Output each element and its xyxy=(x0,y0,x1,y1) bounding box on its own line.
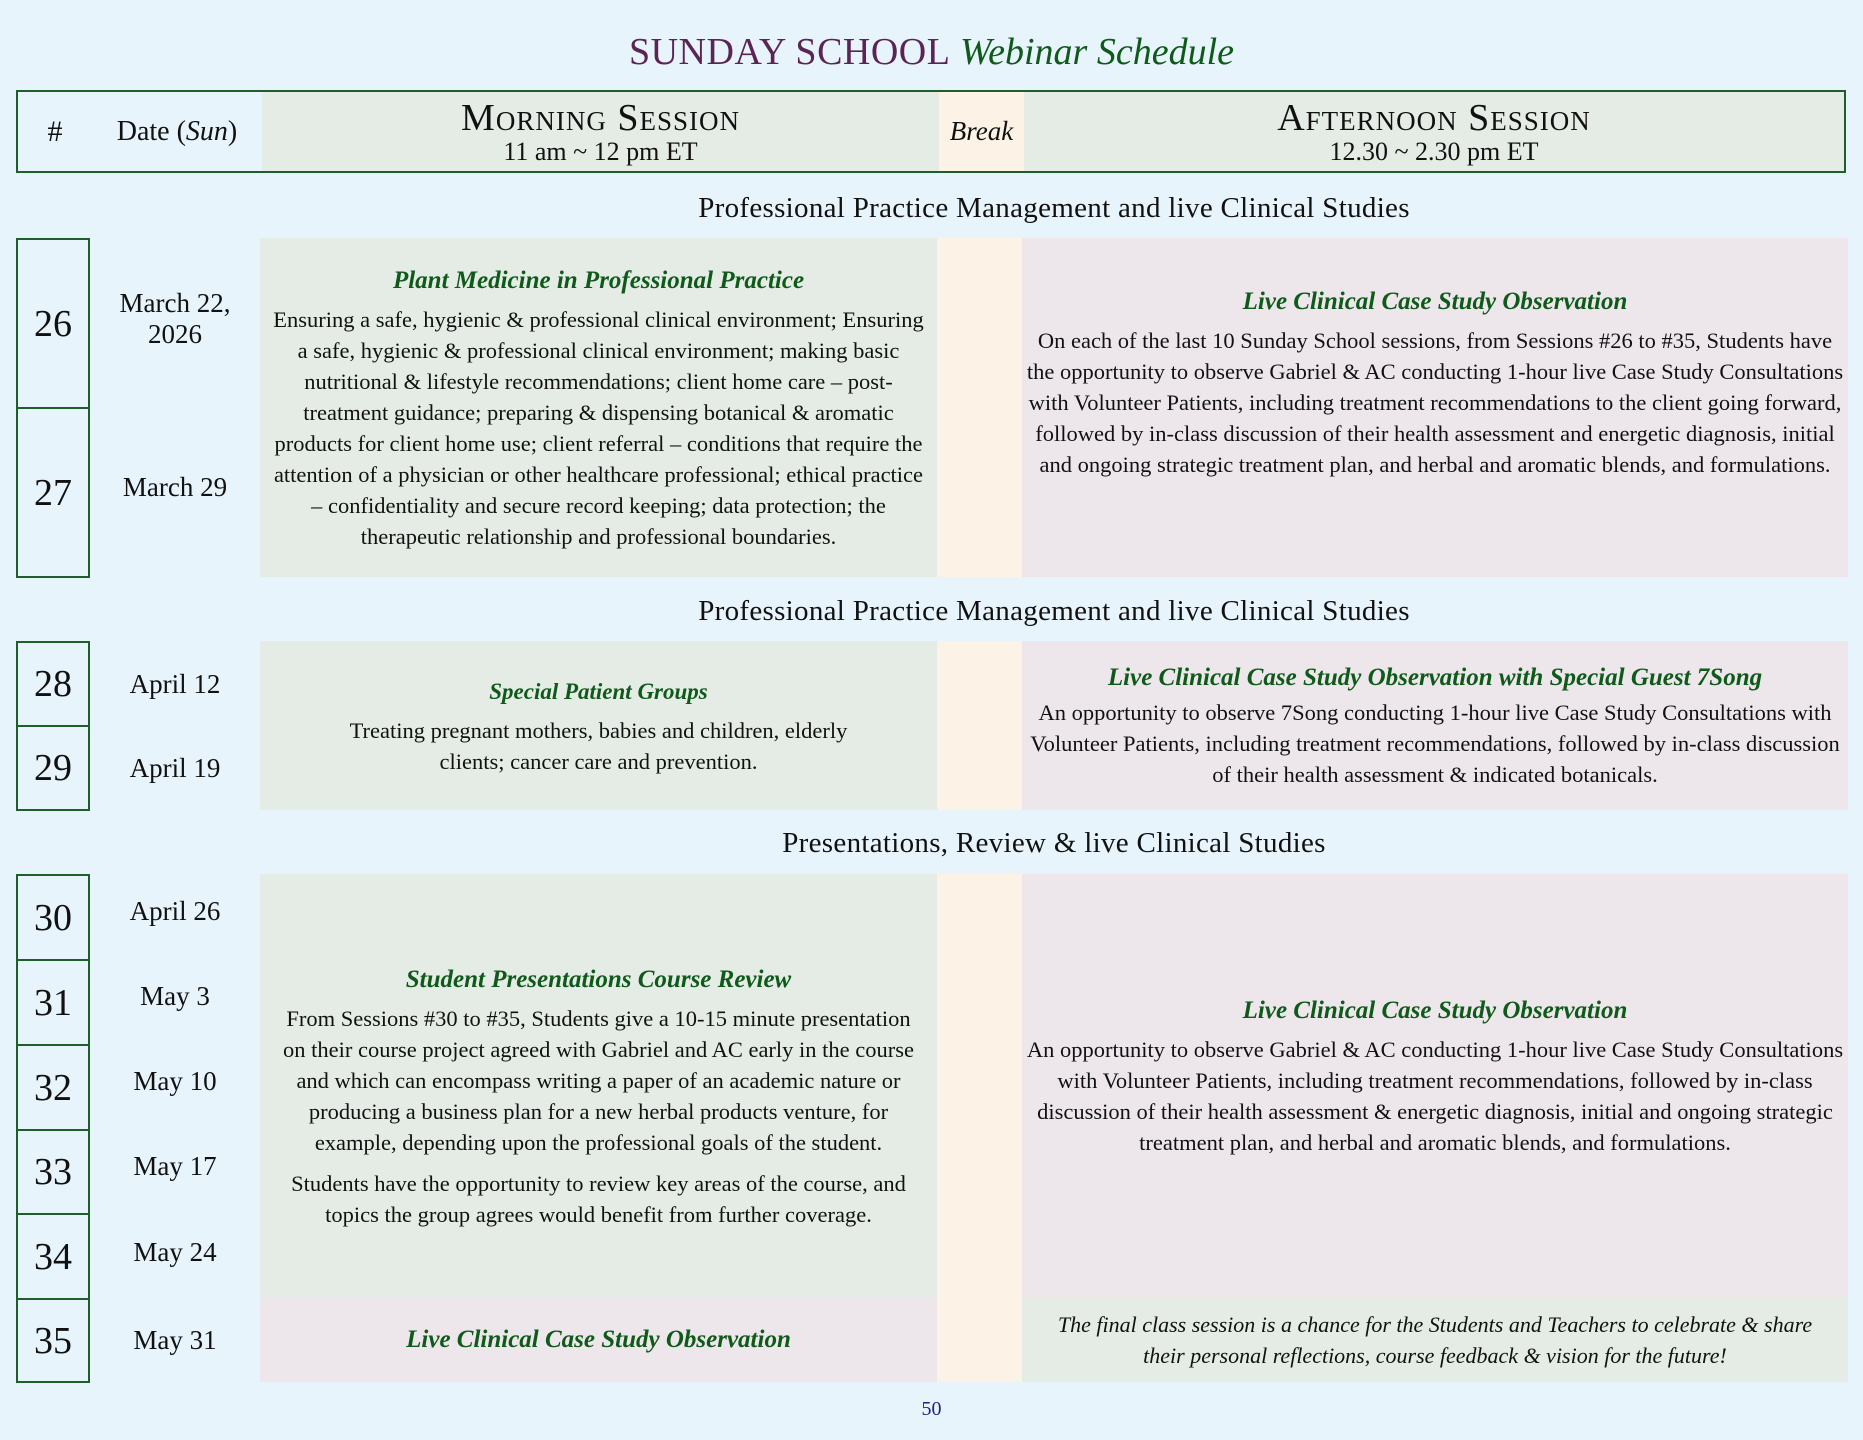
afternoon-cell-final xyxy=(1022,1298,1848,1382)
page-number: 50 xyxy=(921,1398,942,1420)
topic-paragraph: An opportunity to observe 7Song conducting 1-hour live Case Study Consultations with Volunteer Patients, including treatment recommendations, followed by in-class discussion of their health assessment & indicated botanicals. xyxy=(1030,700,1840,787)
morning-session-time: 11 am ~ 12 pm ET xyxy=(503,136,698,166)
afternoon-topic-title: Live Clinical Case Study Observation xyxy=(1242,288,1628,315)
morning-cell xyxy=(260,238,937,577)
break-cell xyxy=(937,641,1022,810)
topic-paragraph: An opportunity to observe Gabriel & AC conducting 1-hour live Case Study Consultations with Volunteer Patients, including treatment recommendations, followed by in-class discussion of their health assessment & energetic diagnosis, initial and ongoing strategic treatment plan, and herbal and aromatic blends, and formulations. xyxy=(1026,1037,1844,1155)
topic-paragraph: From Sessions #30 to #35, Students give a 10-15 minute presentation on their course project agreed with Gabriel and AC early in the course and which can encompass writing a paper of an academic nature or producing a business plan for a new herbal products venture, for example, depending upon the professional goals of the student. xyxy=(282,1005,915,1155)
topic-paragraph: Treating pregnant mothers, babies and children, elderly clients; cancer care and prevention. xyxy=(349,717,848,774)
morning-topic-title: Live Clinical Case Study Observation xyxy=(406,1326,791,1353)
session-date: April 26 xyxy=(129,896,221,926)
afternoon-cell xyxy=(1022,238,1848,577)
header-number xyxy=(18,92,92,171)
section-heading: Presentations, Review & live Clinical Studies xyxy=(782,827,1326,859)
morning-cell xyxy=(260,874,937,1298)
break-label: Break xyxy=(949,116,1014,146)
afternoon-session-time: 12.30 ~ 2.30 pm ET xyxy=(1329,136,1539,166)
session-date: March 29 xyxy=(122,472,228,502)
morning-cell-final xyxy=(260,1298,937,1382)
header-break xyxy=(939,92,1024,171)
session-number: 27 xyxy=(16,407,90,578)
session-date: May 31 xyxy=(133,1324,217,1355)
topic-paragraph: On each of the last 10 Sunday School sessions, from Sessions #26 to #35, Students have the opportunity to observe Gabriel & AC conducting 1-hour live Case Study Consultations with Volunteer Patients, including treatment recommendations to the client going forward, followed by in-class discussion of their health assessment and energetic diagnosis, initial and ongoing strategic treatment plan, and herbal and aromatic blends, and formulations. xyxy=(1026,328,1844,477)
session-number: 30 xyxy=(16,874,90,961)
title-main: SUNDAY SCHOOL xyxy=(628,31,951,73)
morning-session-title: Morning Session xyxy=(461,96,740,139)
topic-paragraph: Ensuring a safe, hygienic & professional clinical environment; Ensuring a safe, hygienic & professional clinical environment; making basic nutritional & lifestyle recommendations; client home care – post-treatment guidance; preparing & dispensing botanical & aromatic products for client home use; client referral – conditions that require the attention of a physician or other healthcare professional; ethical practice – confidentiality and secure record keeping; data protection; the therapeutic relationship and professional boundaries. xyxy=(273,306,924,549)
session-date: May 10 xyxy=(133,1066,217,1096)
afternoon-topic-title: Live Clinical Case Study Observation with Special Guest 7Song xyxy=(1107,664,1763,691)
break-cell xyxy=(937,238,1022,577)
afternoon-topic-title: Live Clinical Case Study Observation xyxy=(1242,997,1628,1024)
section-heading: Professional Practice Management and live Clinical Studies xyxy=(698,595,1410,627)
afternoon-session-title: Afternoon Session xyxy=(1277,96,1591,139)
session-date-text: March 22, 2026 xyxy=(119,287,231,349)
morning-topic-title: Student Presentations Course Review xyxy=(405,965,792,993)
header-date-label: Date ( xyxy=(116,115,186,147)
session-number: 34 xyxy=(16,1213,90,1300)
afternoon-cell xyxy=(1022,641,1848,810)
morning-topic-text xyxy=(268,304,929,552)
break-cell xyxy=(937,874,1022,1382)
afternoon-cell xyxy=(1022,874,1848,1298)
title-sub: Webinar Schedule xyxy=(959,31,1234,73)
topic-paragraph: Students have the opportunity to review key areas of the course, and topics the group agrees would benefit from further coverage. xyxy=(291,1170,906,1227)
session-date xyxy=(90,238,260,409)
header-number-label: # xyxy=(47,114,63,148)
morning-topic-title: Special Patient Groups xyxy=(489,678,708,704)
session-date: April 19 xyxy=(129,752,221,783)
session-number: 32 xyxy=(16,1044,90,1131)
header-morning xyxy=(262,92,939,171)
header-date-close: ) xyxy=(227,115,238,147)
header-date-sun: Sun xyxy=(185,115,228,147)
page-title xyxy=(0,24,1863,80)
session-number: 28 xyxy=(16,641,90,727)
afternoon-topic-text xyxy=(1026,697,1844,790)
afternoon-topic-text xyxy=(1026,325,1844,480)
final-session-note: The final class session is a chance for the Students and Teachers to celebrate & share their personal reflections, course feedback & vision for the future! xyxy=(1057,1312,1813,1368)
morning-cell xyxy=(260,641,937,810)
session-date: May 24 xyxy=(133,1237,217,1267)
session-number: 26 xyxy=(16,238,90,409)
session-number: 33 xyxy=(16,1129,90,1215)
afternoon-topic-text xyxy=(1026,1034,1844,1158)
morning-topic-text xyxy=(268,1003,929,1230)
session-date: May 17 xyxy=(133,1150,217,1181)
schedule-header xyxy=(16,90,1846,173)
session-number: 35 xyxy=(16,1298,90,1383)
morning-topic-text xyxy=(268,715,929,777)
session-date: April 12 xyxy=(129,668,221,699)
header-date xyxy=(92,92,262,171)
section-heading: Professional Practice Management and live Clinical Studies xyxy=(698,192,1410,224)
session-number: 29 xyxy=(16,725,90,811)
session-date: May 3 xyxy=(140,981,210,1011)
morning-topic-title: Plant Medicine in Professional Practice xyxy=(392,266,805,294)
session-number: 31 xyxy=(16,959,90,1046)
header-afternoon xyxy=(1024,92,1844,171)
